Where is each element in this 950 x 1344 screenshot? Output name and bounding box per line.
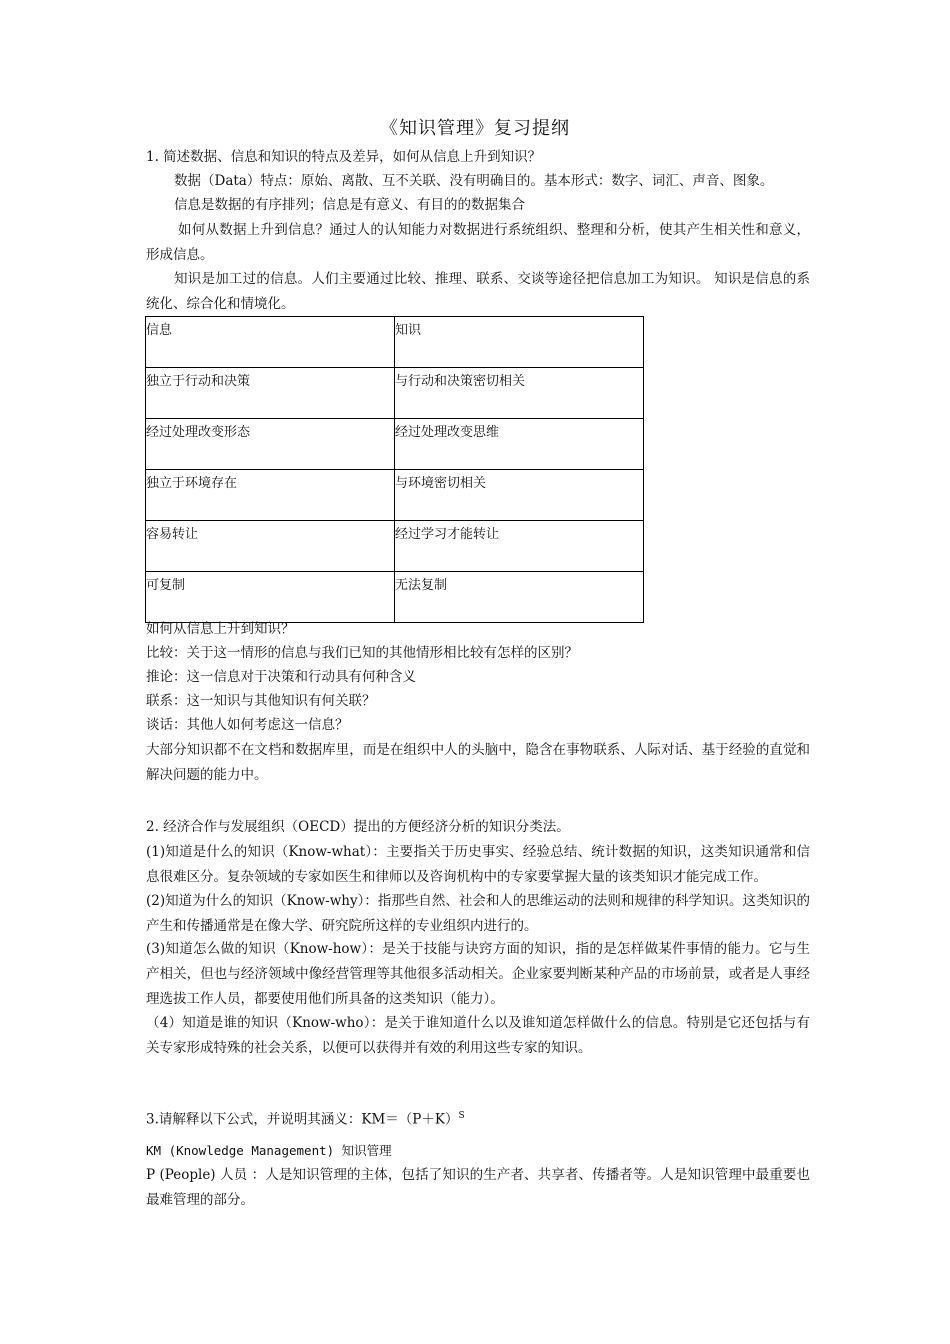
q1-heading: 1. 简述数据、信息和知识的特点及差异，如何从信息上升到知识？ <box>146 149 542 165</box>
table-cell: 独立于环境存在 <box>146 470 395 521</box>
table-row <box>146 419 644 470</box>
table-cell: 经过处理改变思维 <box>395 419 644 470</box>
know-why-paragraph: (2)知道为什么的知识（Know-why）：指那些自然、社会和人的思维运动的法则和规律的科学知识。这类知识的产生和传播通常是在像大学、研究院所这样的专业组织内进行的。 <box>146 893 810 934</box>
table-cell: 经过学习才能转让 <box>395 521 644 572</box>
compare-line: 比较：关于这一情形的信息与我们已知的其他情形相比较有怎样的区别？ <box>146 645 578 661</box>
table-cell: 无法复制 <box>395 572 644 623</box>
km-definition: KM (Knowledge Management) 知识管理 <box>146 1143 392 1158</box>
tacit-knowledge-paragraph: 大部分知识都不在文档和数据库里，而是在组织中人的头脑中，隐含在事物联系、人际对话、基于经验的直觉和解决问题的能力中。 <box>146 742 810 783</box>
data-to-info: 如何从数据上升到信息？通过人的认知能力对数据进行系统组织、整理和分析，使其产生相关性和意义，形成信息。 <box>146 222 810 263</box>
knowledge-definition: 知识是加工过的信息。人们主要通过比较、推理、联系、交谈等途径把信息加工为知识。 知识是信息的系统化、综合化和情境化。 <box>146 271 810 312</box>
q3-heading <box>146 1104 810 1133</box>
formula-superscript: S <box>458 1111 465 1121</box>
talk-line: 谈话：其他人如何考虑这一信息？ <box>146 717 349 733</box>
table-row <box>146 368 644 419</box>
table-cell: 信息 <box>146 317 395 368</box>
table-cell: 容易转让 <box>146 521 395 572</box>
document-title: 《知识管理》复习提纲 <box>380 118 570 139</box>
table-row <box>146 317 644 368</box>
info-to-knowledge-question: 如何从信息上升到知识？ <box>146 621 295 637</box>
infer-line: 推论：这一信息对于决策和行动具有何种含义 <box>146 669 416 685</box>
know-how-paragraph: (3)知道怎么做的知识（Know-how）：是关于技能与诀窍方面的知识，指的是怎样做某件事情的能力。它与生产相关，但也与经济领域中像经营管理等其他很多活动相关。企业家要判断某种产品的市场前景，或者是人事经理选拔工作人员，都要使用他们所具备的这类知识（能力）。 <box>146 941 810 1007</box>
table-row <box>146 521 644 572</box>
table-cell: 与行动和决策密切相关 <box>395 368 644 419</box>
q3-heading-text: 3.请解释以下公式，并说明其涵义：KM＝（P＋K） <box>146 1111 459 1128</box>
data-definition: 数据（Data）特点：原始、离散、互不关联、没有明确目的。基本形式：数字、词汇、声音、图象。 <box>174 173 774 189</box>
know-what-paragraph: (1)知道是什么的知识（Know-what）：主要指关于历史事实、经验总结、统计数据的知识，这类知识通常和信息很难区分。复杂领域的专家如医生和律师以及咨询机构中的专家要掌握大量的该类知识才能完成工作。 <box>146 844 810 885</box>
table-cell: 可复制 <box>146 572 395 623</box>
info-definition: 信息是数据的有序排列；信息是有意义、有目的的数据集合 <box>174 197 525 213</box>
table-cell: 知识 <box>395 317 644 368</box>
table-cell: 经过处理改变形态 <box>146 419 395 470</box>
table-row <box>146 470 644 521</box>
info-knowledge-table <box>145 316 644 623</box>
connect-line: 联系：这一知识与其他知识有何关联？ <box>146 693 376 709</box>
table-cell: 独立于行动和决策 <box>146 368 395 419</box>
know-who-paragraph: （4）知道是谁的知识（Know-who）：是关于谁知道什么以及谁知道怎样做什么的信息。特别是它还包括与有关专家形成特殊的社会关系，以便可以获得并有效的利用这些专家的知识。 <box>146 1015 810 1056</box>
table-row <box>146 572 644 623</box>
table-cell: 与环境密切相关 <box>395 470 644 521</box>
q2-heading: 2. 经济合作与发展组织（OECD）提出的方便经济分析的知识分类法。 <box>146 819 570 835</box>
people-definition: P (People) 人员 ：人是知识管理的主体，包括了知识的生产者、共享者、传播者等。人是知识管理中最重要也最难管理的部分。 <box>146 1167 810 1208</box>
